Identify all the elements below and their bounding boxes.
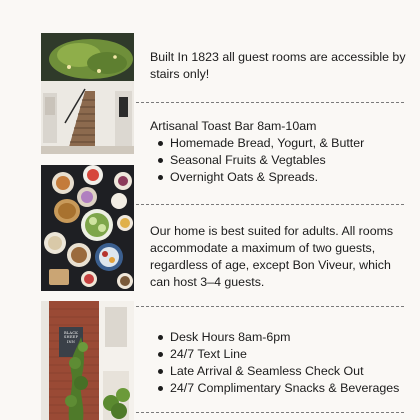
services-section — [150, 329, 412, 397]
divider — [136, 306, 404, 307]
access-text: Built In 1823 all guest rooms are accessible by stairs only! — [150, 50, 406, 81]
divider — [136, 412, 404, 413]
inn-sign-logo: BLACK SHEEP INN — [63, 331, 79, 344]
list-item: 24/7 Complimentary Snacks & Beverages — [150, 380, 412, 397]
list-item: Seasonal Fruits & Vegtables — [150, 152, 412, 169]
list-item: 24/7 Text Line — [150, 346, 412, 363]
divider — [136, 204, 404, 205]
list-item: Desk Hours 8am-6pm — [150, 329, 412, 346]
toast-bar-title: Artisanal Toast Bar 8am-10am — [150, 119, 317, 133]
divider — [136, 102, 404, 103]
list-item: Overnight Oats & Spreads. — [150, 169, 412, 186]
inn-facade-photo — [41, 301, 134, 420]
toast-bar-section — [150, 118, 412, 186]
stairway-photo — [41, 33, 134, 154]
breakfast-spread-photo — [41, 165, 134, 291]
toast-bar-list — [150, 135, 412, 186]
guest-policy — [150, 223, 412, 291]
list-item: Homemade Bread, Yogurt, & Butter — [150, 135, 412, 152]
guest-policy-text: Our home is best suited for adults. All rooms accommodate a maximum of two guests, regardless of age, except Bon Viveur, which can host 3–4 guests. — [150, 224, 394, 289]
list-item: Late Arrival & Seamless Check Out — [150, 363, 412, 380]
access-note — [150, 49, 412, 83]
services-list — [150, 329, 412, 397]
